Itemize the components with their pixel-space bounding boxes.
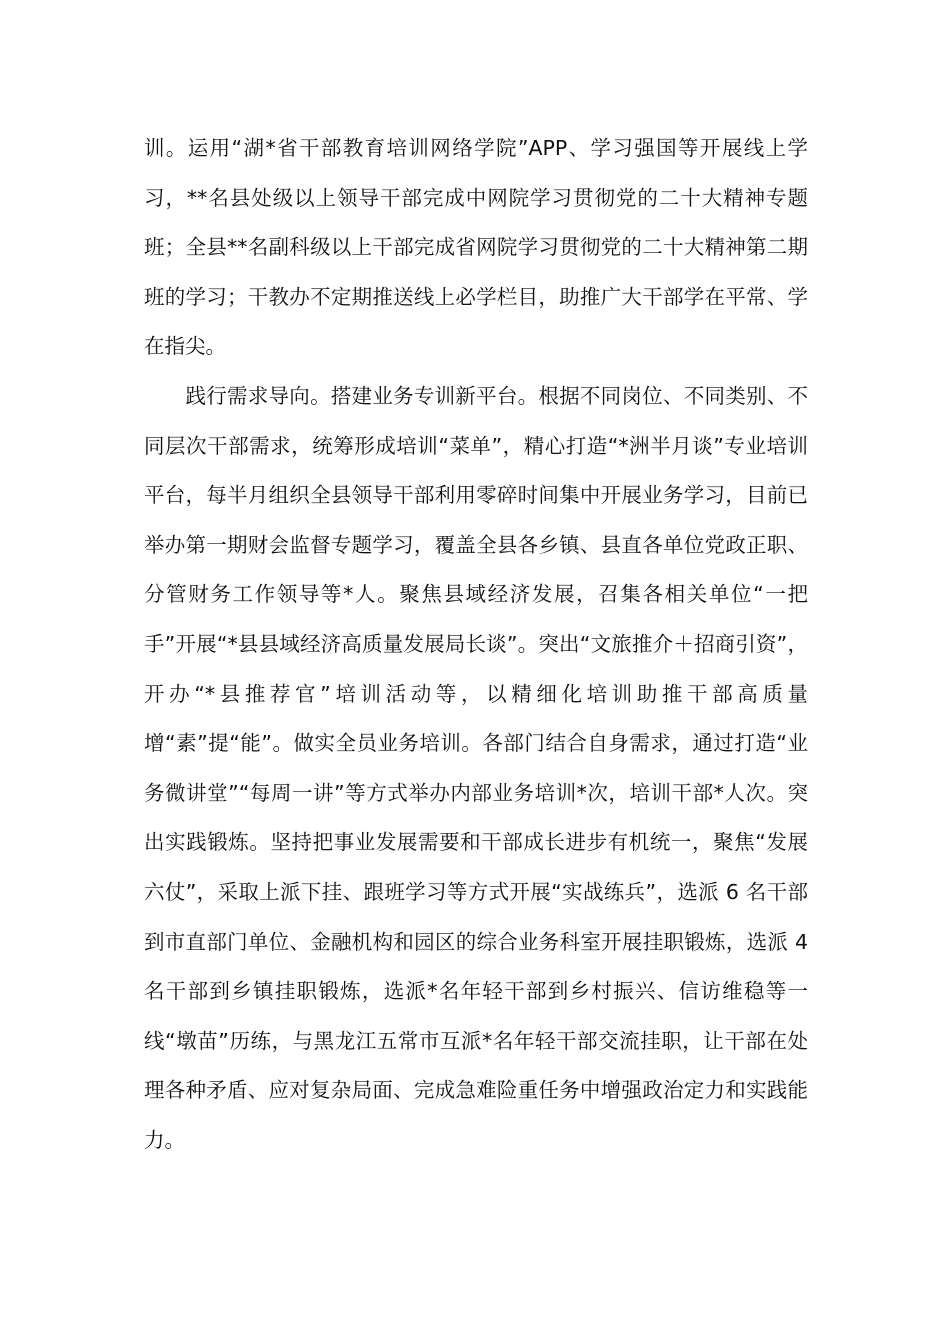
document-page [144,124,815,1165]
paragraph-demand-oriented: 践行需求导向。搭建业务专训新平台。根据不同岗位、不同类别、不同层次干部需求，统筹形成培训“菜单”，精心打造“*洲半月谈”专业培训平台，每半月组织全县领导干部利用零碎时间集中开展业务学习，目前已举办第一期财会监督专题学习，覆盖全县各乡镇、县直各单位党政正职、分管财务工作领导等*人。聚焦县域经济发展，召集各相关单位“一把手”开展“*县县域经济高质量发展局长谈”。突出“文旅推介＋招商引资”，开办“*县推荐官”培训活动等，以精细化培训助推干部高质量增“素”提“能”。做实全员业务培训。各部门结合自身需求，通过打造“业务微讲堂”“每周一讲”等方式举办内部业务培训*次，培训干部*人次。突出实践锻炼。坚持把事业发展需要和干部成长进步有机统一，聚焦“发展六仗”，采取上派下挂、跟班学习等方式开展“实战练兵”，选派 6 名干部到市直部门单位、金融机构和园区的综合业务科室开展挂职锻炼，选派 4 名干部到乡镇挂职锻炼，选派*名年轻干部到乡村振兴、信访维稳等一线“墩苗”历练，与黑龙江五常市互派*名年轻干部交流挂职，让干部在处理各种矛盾、应对复杂局面、完成急难险重任务中增强政治定力和实践能力。 [144,383,815,1152]
paragraph-online-learning: 训。运用“湖*省干部教育培训网络学院”APP、学习强国等开展线上学习，**名县处级以上领导干部完成中网院学习贯彻党的二十大精神专题班；全县**名副科级以上干部完成省网院学习贯彻党的二十大精神第二期班的学习；干教办不定期推送线上必学栏目，助推广大干部学在平常、学在指尖。 [144,136,808,359]
